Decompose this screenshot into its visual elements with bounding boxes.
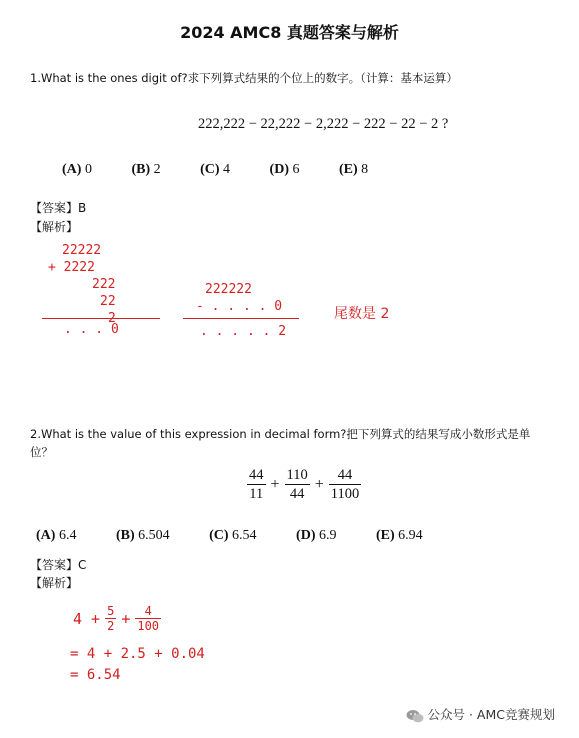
- hand-sub-line: [183, 318, 299, 319]
- q2-hand-line3: = 6.54: [70, 667, 121, 683]
- hand-add-row-3: 222: [92, 277, 116, 292]
- watermark: [406, 705, 556, 723]
- q2-fraction-1: $\frac{44}{11}$: [249, 467, 264, 502]
- q1-prompt: 1.What is the ones digit of?求下列算式结果的个位上的数字。（计算：基本运算）: [30, 71, 458, 85]
- plus-sign: +: [314, 475, 324, 493]
- q2-fraction-3: $\frac{44}{1100}$: [330, 467, 360, 502]
- hand-add-row-5: 2: [108, 311, 116, 326]
- hand-plus: +: [121, 609, 131, 628]
- q2-analysis-tag: 【解析】: [30, 576, 79, 590]
- watermark-text: 公众号 · AMC竞赛规划: [427, 707, 555, 722]
- hand-frac-1: $\frac{5}{2}$: [107, 604, 115, 633]
- q1-hand-addition: [48, 242, 116, 327]
- hand-sub-top: 222222: [205, 282, 252, 297]
- hand-add-row-2: + 2222: [48, 260, 95, 275]
- q1-choice-b: (B) 2: [131, 162, 161, 177]
- q1-expression: 222,222 − 22,222 − 2,222 − 222 − 22 − 2 ?: [198, 116, 449, 132]
- q2-choice-c: (C) 6.54: [209, 528, 257, 543]
- hand-add-result: . . . 0: [64, 322, 119, 337]
- q1-choice-e: (E) 8: [338, 162, 369, 177]
- q2-hand-line2: = 4 + 2.5 + 0.04: [70, 646, 205, 662]
- q2-prompt-line2: 位？: [30, 445, 53, 459]
- q2-choices: [36, 528, 459, 544]
- page-title: 2024 AMC8 真题答案与解析: [180, 23, 399, 42]
- hand-add-row-4: 22: [100, 294, 116, 309]
- q1-choice-a: (A) 0: [62, 162, 92, 177]
- hand-sub-second: - . . . . 0: [196, 299, 283, 314]
- q2-answer-tag: 【答案】C: [30, 558, 87, 572]
- q1-answer-tag: 【答案】B: [30, 201, 87, 215]
- q2-choice-a: (A) 6.4: [36, 528, 77, 543]
- q2-choice-e: (E) 6.94: [375, 528, 423, 543]
- q2-fraction-2: $\frac{110}{44}$: [286, 467, 308, 502]
- q2-hand-line1: [70, 604, 163, 633]
- hand-sub-result: . . . . . 2: [200, 324, 287, 339]
- q1-choices: [62, 162, 404, 178]
- q2-prompt-line1: 2.What is the value of this expression in decimal form?把下列算式的结果写成小数形式是单: [30, 427, 531, 441]
- q1-analysis-tag: 【解析】: [30, 220, 79, 234]
- q1-choice-d: (D) 6: [269, 162, 300, 177]
- q2-expression: [245, 466, 363, 503]
- hand-add-row-1: 22222: [62, 243, 102, 258]
- wechat-icon: [406, 709, 424, 723]
- hand-lead: 4 +: [73, 609, 101, 628]
- q2-choice-b: (B) 6.504: [115, 528, 170, 543]
- hand-add-line: [42, 318, 160, 319]
- q2-choice-d: (D) 6.9: [296, 528, 337, 543]
- plus-sign: +: [270, 475, 280, 493]
- hand-note: 尾数是 2: [334, 306, 390, 322]
- hand-frac-2: $\frac{4}{100}$: [137, 604, 160, 633]
- q1-choice-c: (C) 4: [200, 162, 231, 177]
